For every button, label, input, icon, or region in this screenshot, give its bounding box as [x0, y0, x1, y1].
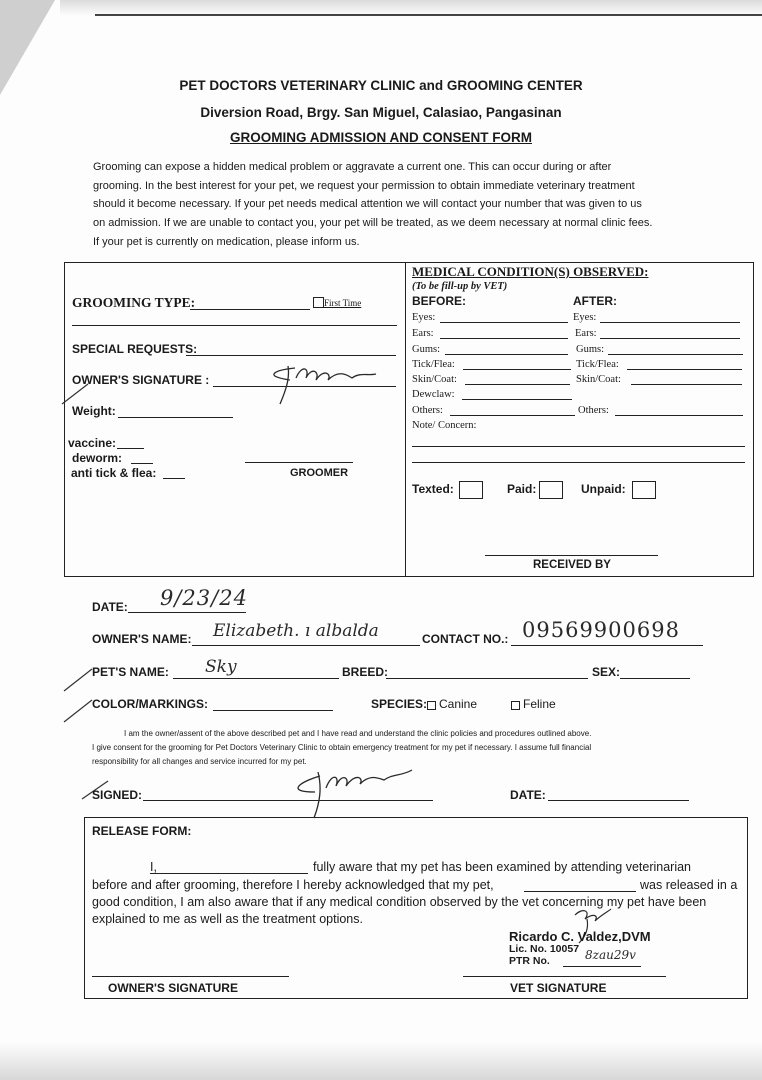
before-skin-label: Skin/Coat: — [412, 374, 457, 385]
after-tick-field[interactable] — [627, 369, 742, 370]
before-eyes-field[interactable] — [440, 322, 568, 323]
paid-label: Paid: — [507, 482, 537, 496]
contact-value: 09569900698 — [522, 618, 680, 642]
weight-field[interactable] — [118, 417, 233, 418]
vet-signature-label: VET SIGNATURE — [510, 981, 607, 995]
vet-license: Lic. No. 10057 — [509, 943, 580, 955]
contact-field[interactable] — [511, 645, 703, 646]
consent-date-label: DATE: — [510, 788, 546, 802]
owner-signature-release-line[interactable] — [92, 976, 289, 977]
first-time-checkbox[interactable] — [313, 297, 324, 308]
tick-mark — [60, 382, 90, 406]
release-text-4: explained to me as well as the treatment options. — [92, 912, 363, 926]
after-skin-label: Skin/Coat: — [576, 374, 621, 385]
vet-ptr-value: 8zau29v — [585, 948, 636, 962]
after-skin-field[interactable] — [631, 384, 742, 385]
received-by-label: RECEIVED BY — [533, 559, 611, 571]
before-dewclaw-field[interactable] — [462, 399, 572, 400]
owner-name-value: Elizabeth. ı albalda — [213, 621, 379, 641]
feline-checkbox[interactable] — [511, 701, 520, 710]
owner-signature-label: OWNER'S SIGNATURE : — [72, 373, 210, 387]
after-ears-field[interactable] — [600, 338, 740, 339]
intro-line: If your pet is currently on medication, please inform us. — [93, 235, 360, 248]
paid-checkbox[interactable] — [539, 481, 563, 499]
owner-signature-release-label: OWNER'S SIGNATURE — [108, 981, 238, 995]
vet-signature-line[interactable] — [463, 976, 666, 977]
tick-mark — [62, 698, 94, 724]
groomer-signature-line[interactable] — [245, 462, 353, 463]
release-form-title: RELEASE FORM: — [92, 824, 192, 838]
canine-label: Canine — [439, 697, 478, 711]
after-tick-label: Tick/Flea: — [576, 359, 619, 370]
intro-line: should it become necessary. If your pet needs medical attention we will contact your number that was given to us — [93, 198, 642, 211]
species-label: SPECIES: — [371, 697, 428, 711]
after-others-label: Others: — [578, 405, 609, 416]
feline-label: Feline — [523, 697, 556, 711]
breed-label: BREED: — [342, 665, 389, 679]
after-others-field[interactable] — [615, 415, 743, 416]
date-field[interactable] — [128, 612, 246, 613]
release-name-field[interactable] — [150, 873, 308, 874]
groomer-label: GROOMER — [290, 467, 349, 479]
medical-heading: MEDICAL CONDITION(S) OBSERVED: — [412, 264, 649, 279]
vet-ptr-label: PTR No. — [509, 955, 550, 967]
consent-line-3: responsibility for all changes and service incurred for my pet. — [92, 757, 307, 766]
scan-bottom-shadow — [0, 1042, 762, 1080]
vet-name: Ricardo C. Valdez,DVM — [509, 929, 651, 944]
before-ears-field[interactable] — [440, 338, 568, 339]
before-ears-label: Ears: — [412, 328, 434, 339]
pet-name-field[interactable] — [173, 678, 339, 679]
grooming-type-field[interactable] — [190, 309, 310, 310]
before-eyes-label: Eyes: — [412, 312, 436, 323]
first-time-label: First Time — [324, 298, 362, 308]
form-title: GROOMING ADMISSION AND CONSENT FORM — [230, 130, 532, 145]
consent-line-1: I am the owner/assent of the above described pet and I have read and understand the clinic policies and procedures outlined above. — [124, 729, 592, 738]
after-gums-field[interactable] — [608, 354, 743, 355]
after-eyes-field[interactable] — [600, 322, 740, 323]
canine-checkbox[interactable] — [427, 701, 436, 710]
before-gums-label: Gums: — [412, 344, 441, 355]
release-i: I, — [150, 860, 157, 874]
clinic-address: Diversion Road, Brgy. San Miguel, Calasiao, Pangasinan — [200, 105, 562, 120]
before-gums-field[interactable] — [445, 354, 568, 355]
color-markings-label: COLOR/MARKINGS: — [92, 697, 208, 711]
table-divider — [405, 262, 406, 577]
after-heading: AFTER: — [573, 294, 617, 308]
release-pet-field[interactable] — [524, 891, 636, 892]
deworm-field[interactable] — [131, 463, 153, 464]
release-text-2a: before and after grooming, therefore I hereby acknowledged that my pet, — [92, 878, 494, 892]
received-by-line[interactable] — [485, 555, 658, 556]
texted-label: Texted: — [412, 482, 454, 496]
release-text-3: good condition, I am also aware that if any medical condition observed by the vet concerning my pet have been — [92, 895, 707, 909]
owner-signature-scribble — [250, 358, 390, 408]
before-dewclaw-label: Dewclaw: — [412, 389, 455, 400]
clinic-name: PET DOCTORS VETERINARY CLINIC and GROOMING CENTER — [179, 78, 583, 93]
pet-name-label: PET'S NAME: — [92, 665, 169, 679]
unpaid-checkbox[interactable] — [632, 481, 656, 499]
contact-label: CONTACT NO.: — [422, 632, 509, 646]
before-skin-field[interactable] — [465, 384, 570, 385]
medical-subheading: (To be fill-up by VET) — [412, 281, 508, 292]
sex-label: SEX: — [592, 665, 621, 679]
before-others-label: Others: — [412, 405, 443, 416]
owner-name-field[interactable] — [192, 645, 420, 646]
grooming-type-line-2[interactable] — [72, 325, 397, 326]
vaccine-label: vaccine: — [68, 436, 117, 450]
intro-line: grooming. In the best interest for your pet, we request your permission to obtain immediate veterinary treatment — [93, 179, 635, 192]
signed-label: SIGNED: — [92, 788, 143, 802]
sex-field[interactable] — [620, 678, 690, 679]
date-label: DATE: — [92, 600, 128, 614]
scan-top-rule — [95, 14, 762, 16]
release-text-2b: was released in a — [640, 878, 738, 892]
anti-tick-label: anti tick & flea: — [71, 466, 157, 480]
signed-signature-scribble — [280, 762, 420, 822]
consent-date-field[interactable] — [548, 800, 689, 801]
anti-tick-field[interactable] — [163, 478, 185, 479]
before-others-field[interactable] — [450, 415, 575, 416]
vaccine-field[interactable] — [117, 448, 144, 449]
grooming-type-label: GROOMING TYPE: — [72, 295, 196, 310]
before-tick-label: Tick/Flea: — [412, 359, 455, 370]
vet-ptr-field[interactable] — [563, 966, 641, 967]
unpaid-label: Unpaid: — [581, 482, 626, 496]
intro-line: Grooming can expose a hidden medical problem or aggravate a current one. This can occur during or after — [93, 161, 612, 173]
texted-checkbox[interactable] — [459, 481, 483, 499]
special-requests-field[interactable] — [186, 355, 396, 356]
after-eyes-label: Eyes: — [573, 312, 597, 323]
note-line-1[interactable] — [412, 446, 745, 447]
date-value: 9/23/24 — [160, 586, 248, 610]
deworm-label: deworm: — [72, 451, 123, 465]
color-markings-field[interactable] — [213, 710, 333, 711]
after-gums-label: Gums: — [576, 344, 605, 355]
before-heading: BEFORE: — [412, 294, 466, 308]
special-requests-label: SPECIAL REQUESTS: — [72, 342, 198, 356]
tick-mark — [62, 667, 94, 693]
owner-name-label: OWNER'S NAME: — [92, 632, 192, 646]
release-text-1: fully aware that my pet has been examined by attending veterinarian — [313, 860, 692, 874]
weight-label: Weight: — [72, 404, 116, 418]
intro-text — [93, 158, 708, 252]
before-tick-field[interactable] — [463, 369, 571, 370]
note-line-2[interactable] — [412, 462, 745, 463]
after-ears-label: Ears: — [575, 328, 597, 339]
pet-name-value: Sky — [205, 657, 237, 677]
note-concern-label: Note/ Concern: — [412, 420, 477, 431]
breed-field[interactable] — [386, 678, 588, 679]
consent-line-2: I give consent for the grooming for Pet Doctors Veterinary Clinic to obtain emergency treatment for my pet if necessary. I assume full financial — [92, 743, 592, 752]
intro-line: on admission. If we are unable to contact you, your pet will be treated, as we deem necessary at normal clinic fees. — [93, 217, 653, 230]
